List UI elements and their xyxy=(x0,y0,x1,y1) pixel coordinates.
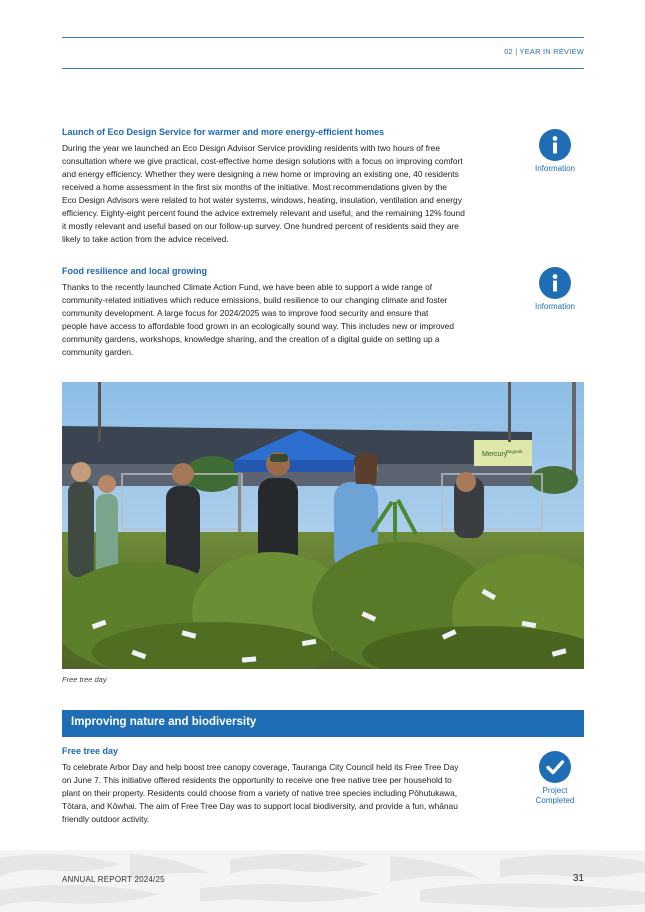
food-resilience-paragraph xyxy=(62,281,510,359)
paragraph-line: received a home assessment in the first six months of the initiative. Most recommendations given by the xyxy=(62,182,447,192)
stadium-sign-text: Baypark xyxy=(506,449,523,454)
paragraph-line: community garden. xyxy=(62,347,134,357)
eco-design-paragraph xyxy=(62,142,510,246)
check-icon xyxy=(539,751,571,783)
paragraph-line: on June 7. This initiative offered residents the opportunity to receive one free native tree per household to xyxy=(62,775,452,785)
badge-label: Information xyxy=(534,302,576,311)
free-tree-day-photo xyxy=(62,382,584,669)
paragraph-line: likely to take action from the advice received. xyxy=(62,234,229,244)
paragraph-line: Thanks to the recently launched Climate Action Fund, we have been able to support a wide range of xyxy=(62,282,433,292)
information-badge xyxy=(525,267,585,312)
paragraph-line: community-related initiatives which reduce emissions, build resilience to our changing climate and foster xyxy=(62,295,448,305)
stadium-sign-text: Mercury xyxy=(482,451,508,458)
paragraph-line: plant on their property. Residents could choose from a variety of native tree species including Pōhutukawa, xyxy=(62,788,458,798)
page-number: 31 xyxy=(572,873,584,884)
project-completed-badge xyxy=(525,751,585,806)
paragraph-line: consultation where we give practical, cost-effective home design solutions with a focus on improving comfort xyxy=(62,156,463,166)
paragraph-line: community gardens, workshops, knowledge sharing, and the creation of a digital guide on setting up a xyxy=(62,334,440,344)
info-icon xyxy=(539,129,571,161)
paragraph-line: friendly outdoor activity. xyxy=(62,814,150,824)
badge-label: Project xyxy=(542,786,568,795)
paragraph-line: Tōtara, and Kōwhai. The aim of Free Tree Day was to support local biodiversity, and provide a fun, whānau xyxy=(62,801,458,811)
eco-design-heading: Launch of Eco Design Service for warmer and more energy-efficient homes xyxy=(62,127,385,137)
paragraph-line: and energy efficiency. Whether they were designing a new home or improving an existing one, 40 residents xyxy=(62,169,459,179)
paragraph-line: Eco Design Advisors were related to hot water systems, windows, heating, insulation, ventilation and energy xyxy=(62,195,462,205)
photo-caption: Free tree day xyxy=(62,675,107,684)
information-badge xyxy=(525,129,585,174)
food-resilience-heading: Food resilience and local growing xyxy=(62,266,208,276)
paragraph-line: efficiency. Eighty-eight percent found the advice extremely relevant and useful, and the remaining 12% found xyxy=(62,208,465,218)
header-bottom-rule xyxy=(62,68,584,69)
banner-title: Improving nature and biodiversity xyxy=(71,716,257,728)
info-icon xyxy=(539,267,571,299)
badge-label: Completed xyxy=(535,796,575,805)
section-banner xyxy=(62,710,584,737)
badge-label: Information xyxy=(534,164,576,173)
paragraph-line: people have access to affordable food grown in an ecologically sound way. This includes new or improved xyxy=(62,321,454,331)
paragraph-line: To celebrate Arbor Day and help boost tree canopy coverage, Tauranga City Council held its Free Tree Day xyxy=(62,762,459,772)
header-top-rule xyxy=(62,37,584,38)
section-label: 02 | YEAR IN REVIEW xyxy=(504,47,584,56)
free-tree-day-heading: Free tree day xyxy=(62,746,119,756)
paragraph-line: During the year we launched an Eco Design Advisor Service providing residents with two hours of free xyxy=(62,143,441,153)
free-tree-day-paragraph xyxy=(62,761,510,826)
paragraph-line: community development. A large focus for 2024/2025 was to improve food security and ensure that xyxy=(62,308,429,318)
report-label: ANNUAL REPORT 2024/25 xyxy=(62,875,165,884)
paragraph-line: it mostly relevant and useful based on our follow-up survey. One hundred percent of residents said they are xyxy=(62,221,459,231)
